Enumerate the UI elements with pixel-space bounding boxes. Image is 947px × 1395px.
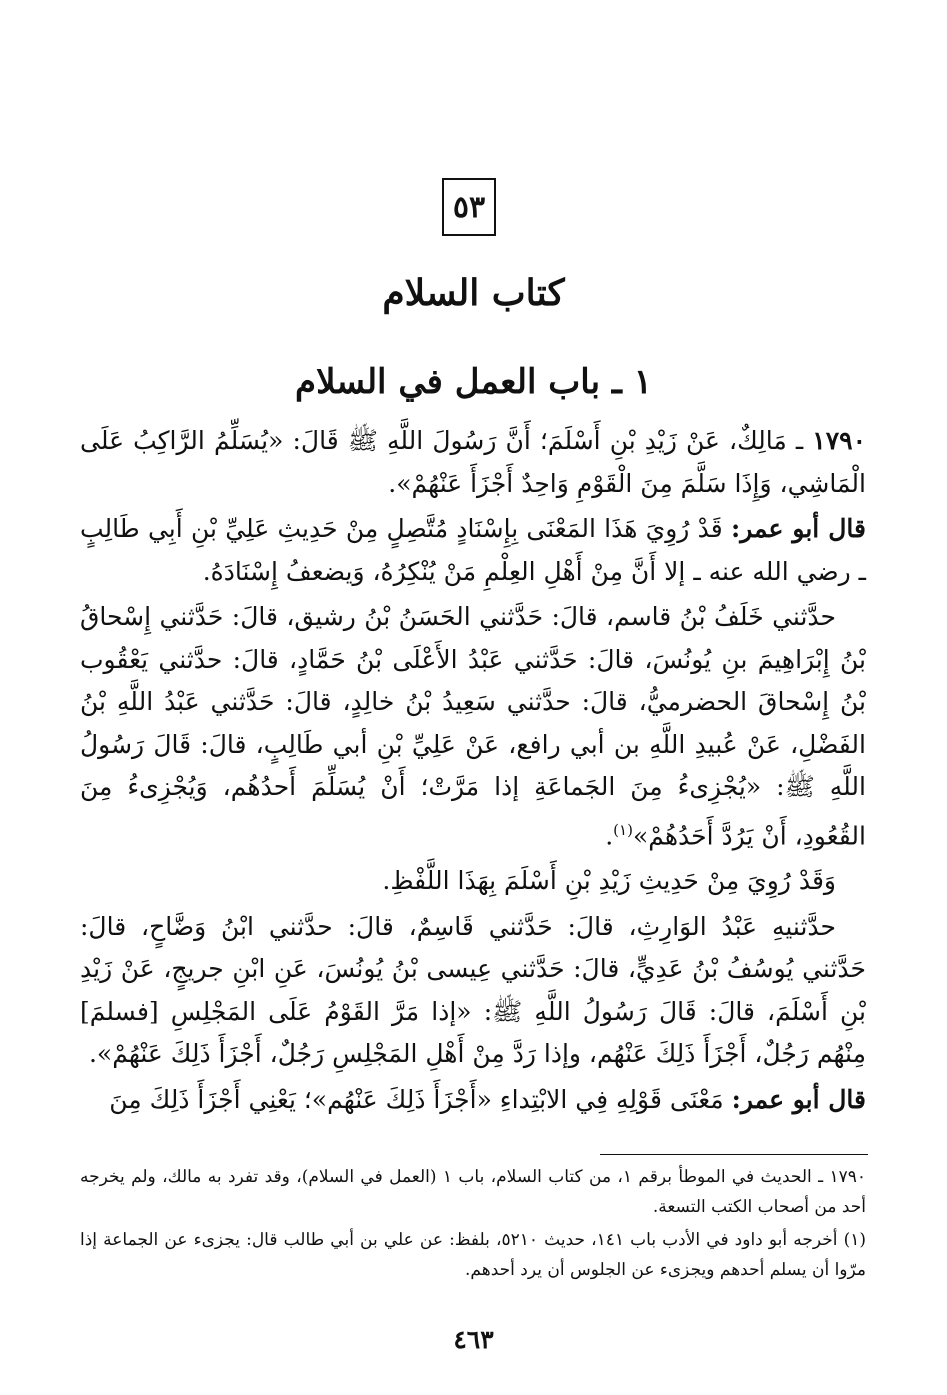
isnad-paragraph-1	[80, 596, 866, 857]
narration-note-text: وَقَدْ رُوِيَ مِنْ حَدِيثِ زَيْدِ بْنِ أَسْلَمَ بِهَذَا اللَّفْظِ.	[382, 866, 836, 896]
chapter-number: ٥٣	[452, 189, 486, 225]
footnote-marker: (١)	[613, 820, 633, 839]
isnad-end: .	[605, 820, 614, 850]
isnad-text-1: حدَّثني خَلَفُ بْنُ قاسم، قالَ: حَدَّثني الحَسَنُ بْنُ رشيق، قالَ: حَدَّثني إِسْحاقُ بْنُ إِبْرَاهِيمَ بنِ يُونُسَ، قالَ: حَدَّثني عَبْدُ الأَعْلَى بْنُ حَمَّادٍ، قالَ: حدَّثني يَعْقُوب بْنُ إِسْحاقَ الحضرميُّ، قالَ: حدَّثني سَعِيدُ بْنُ خالِدٍ، قالَ: حَدَّثني عَبْدُ اللَّهِ بْنُ الفَضْلِ، عَنْ عُبيدِ اللَّهِ بن أبي رافع، عَنْ عَلِيِّ بْنِ أبي طَالِبٍ، قالَ: قَالَ رَسُولُ اللَّهِ ﷺ: «يُجْزِىءُ مِنَ الجَماعَةِ إذا مَرَّتْ؛ أَنْ يُسَلِّمَ أَحدُهُم، وَيُجْزِىءُ مِنَ القُعُودِ، أَنْ يَرُدَّ أَحَدُهُمْ»	[80, 602, 866, 850]
isnad-paragraph-2	[80, 906, 866, 1076]
commentary-text-2: مَعْنَى قَوْلِهِ فِي الابْتِداءِ «أَجْزَأَ ذَلِكَ عَنْهُم»؛ يَعْنِي أَجْزَأَ ذَلِكَ مِنَ	[109, 1084, 724, 1114]
speaker-label: قال أبو عمر:	[731, 514, 866, 543]
footnote-divider	[600, 1154, 868, 1155]
chapter-number-box	[442, 178, 496, 236]
page-number: ٤٦٣	[453, 1325, 494, 1354]
isnad-text-2: حدَّثنيهِ عَبْدُ الوَارِثِ، قالَ: حَدَّثني قَاسِمٌ، قالَ: حدَّثني ابْنُ وَضَّاحٍ، قالَ: حَدَّثني يُوسُفُ بْنُ عَدِيٍّ، قالَ: حَدَّثني عِيسى بْنُ يُونُسَ، عَنِ ابْنِ جريجٍ، عَنْ زَيْدِ بْنِ أَسْلَمَ، قالَ: قَالَ رَسُولُ اللَّهِ ﷺ: «إذا مَرَّ القَوْمُ عَلَى المَجْلِسِ [فسلمَ] مِنْهُم رَجُلٌ، أَجْزَأَ ذَلِكَ عَنْهُم، وإذا رَدَّ مِنْ أَهْلِ المَجْلِسِ رَجُلٌ، أَجْزَأَ ذَلِكَ عَنْهُمْ».	[80, 911, 866, 1069]
hadith-paragraph	[80, 420, 866, 505]
footnotes	[80, 1163, 866, 1289]
commentary-text-1: قَدْ رُوِيَ هَذَا المَعْنَى بِإِسْنَادٍ مُتَّصِلٍ مِنْ حَدِيثِ عَلِيِّ بْنِ أَبِي طَالِبٍ ـ رضي الله عنه ـ إلا أَنَّ مِنْ أَهْلِ العِلْمِ مَنْ يُنْكِرُهُ، وَيضعفُ إِسْنَادَهُ.	[80, 514, 866, 586]
main-text	[80, 420, 866, 1124]
narration-note	[80, 860, 866, 903]
footnote-2: (١) أخرجه أبو داود في الأدب باب ١٤١، حديث ٥٢١٠، بلفظ: عن علي بن أبي طالب قال: يجزىء عن الجماعة إذا مرّوا أن يسلم أحدهم ويجزىء عن الجلوس أن يرد أحدهم.	[80, 1230, 866, 1280]
hadith-number: ١٧٩٠	[812, 426, 866, 455]
commentary-paragraph-2	[80, 1079, 866, 1122]
book-title: كتاب السلام	[382, 272, 565, 314]
hadith-text: ـ مَالِكٌ، عَنْ زَيْدِ بْنِ أَسْلَمَ؛ أَنَّ رَسُولَ اللَّهِ ﷺ قَالَ: «يُسَلِّمُ الرَّاكِبُ عَلَى الْمَاشِي، وَإِذَا سَلَّمَ مِنَ الْقَوْمِ وَاحِدٌ أَجْزَأَ عَنْهُمْ».	[80, 426, 866, 498]
commentary-paragraph-1	[80, 508, 866, 593]
speaker-label: قال أبو عمر:	[731, 1084, 866, 1114]
chapter-title: ١ ـ باب العمل في السلام	[295, 362, 652, 402]
footnote-1: ١٧٩٠ ـ الحديث في الموطأ برقم ١، من كتاب السلام، باب ١ (العمل في السلام)، وقد تفرد به مالك، ولم يخرجه أحد من أصحاب الكتب التسعة.	[80, 1167, 866, 1217]
